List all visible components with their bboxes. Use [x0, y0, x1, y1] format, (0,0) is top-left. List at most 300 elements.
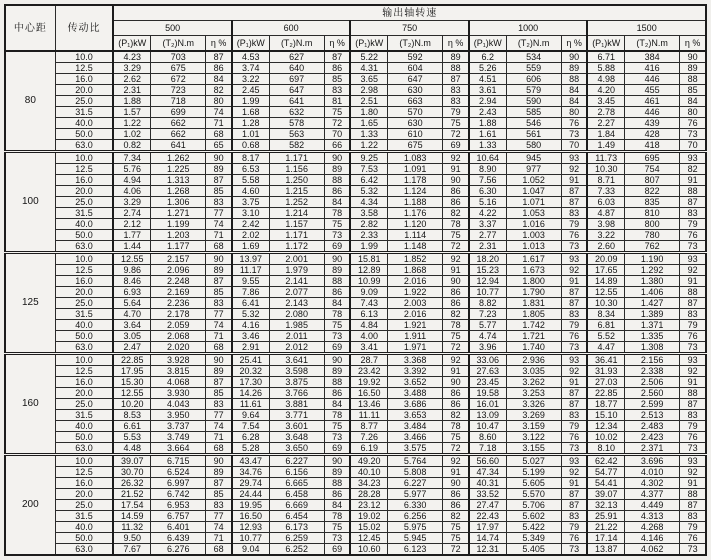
value-cell: 1.091	[388, 164, 443, 175]
table-row	[5, 489, 706, 500]
value-cell: 3.749	[151, 432, 206, 443]
value-cell: 40.10	[350, 467, 387, 478]
value-cell: 9.64	[232, 410, 269, 421]
value-cell: 23.42	[350, 366, 387, 377]
value-cell: 87	[561, 500, 587, 511]
value-cell: 71	[206, 331, 232, 342]
value-cell: 4.47	[587, 342, 624, 354]
value-cell: 6.276	[151, 544, 206, 556]
value-cell: 695	[625, 152, 680, 164]
value-cell: 90	[561, 51, 587, 63]
value-cell: 1.178	[388, 175, 443, 186]
value-cell: 7.56	[469, 175, 506, 186]
value-cell: 8.53	[113, 410, 150, 421]
value-cell: 9.25	[350, 152, 387, 164]
ratio-cell: 20.0	[55, 489, 113, 500]
value-cell: 69	[324, 443, 350, 455]
value-cell: 16.01	[469, 399, 506, 410]
subcolumn-header: η %	[561, 36, 587, 52]
value-cell: 75	[324, 522, 350, 533]
value-cell: 604	[388, 63, 443, 74]
value-cell: 610	[388, 129, 443, 140]
value-cell: 69	[443, 140, 469, 152]
value-cell: 2.82	[350, 219, 387, 230]
value-cell: 2.74	[113, 208, 150, 219]
value-cell: 20.09	[587, 253, 624, 265]
value-cell: 6.173	[269, 522, 324, 533]
value-cell: 1.003	[506, 230, 561, 241]
value-cell: 4.94	[113, 175, 150, 186]
value-cell: 6.93	[113, 287, 150, 298]
value-cell: 2.42	[232, 219, 269, 230]
value-cell: 2.43	[469, 107, 506, 118]
table-row	[5, 51, 706, 63]
ratio-cell: 12.5	[55, 164, 113, 175]
value-cell: 3.664	[151, 443, 206, 455]
value-cell: 461	[625, 96, 680, 107]
value-cell: 83	[206, 500, 232, 511]
value-cell: 1.979	[269, 265, 324, 276]
value-cell: 1.225	[151, 164, 206, 175]
value-cell: 1.120	[388, 219, 443, 230]
value-cell: 70	[561, 140, 587, 152]
ratio-cell: 50.0	[55, 533, 113, 544]
value-cell: 582	[269, 140, 324, 152]
value-cell: 570	[388, 107, 443, 118]
value-cell: 1.33	[350, 129, 387, 140]
value-cell: 4.062	[625, 544, 680, 556]
value-cell: 15.23	[469, 265, 506, 276]
value-cell: 662	[151, 129, 206, 140]
value-cell: 69	[324, 241, 350, 253]
value-cell: 82	[443, 511, 469, 522]
output-speed-header: 输出轴转速	[113, 5, 706, 21]
subcolumn-header: (T₂)N.m	[151, 36, 206, 52]
value-cell: 72	[443, 129, 469, 140]
value-cell: 5.22	[350, 51, 387, 63]
subcolumn-header: η %	[443, 36, 469, 52]
value-cell: 12.94	[469, 276, 506, 287]
value-cell: 662	[151, 118, 206, 129]
value-cell: 2.248	[151, 276, 206, 287]
value-cell: 5.53	[113, 432, 150, 443]
value-cell: 88	[680, 287, 706, 298]
value-cell: 807	[625, 175, 680, 186]
table-row	[5, 478, 706, 489]
value-cell: 2.02	[232, 230, 269, 241]
value-cell: 4.377	[625, 489, 680, 500]
table-row	[5, 432, 706, 443]
value-cell: 34.76	[232, 467, 269, 478]
value-cell: 75	[443, 331, 469, 342]
value-cell: 3.37	[469, 219, 506, 230]
value-cell: 6.123	[388, 544, 443, 556]
value-cell: 17.65	[587, 265, 624, 276]
value-cell: 73	[561, 342, 587, 354]
value-cell: 7.18	[469, 443, 506, 455]
value-cell: 76	[680, 230, 706, 241]
value-cell: 89	[206, 164, 232, 175]
value-cell: 8.71	[587, 175, 624, 186]
value-cell: 92	[680, 265, 706, 276]
value-cell: 82	[443, 410, 469, 421]
value-cell: 4.34	[350, 197, 387, 208]
value-cell: 49.20	[350, 455, 387, 467]
value-cell: 3.815	[151, 366, 206, 377]
value-cell: 2.94	[469, 96, 506, 107]
value-cell: 83	[206, 399, 232, 410]
value-cell: 0.82	[113, 140, 150, 152]
value-cell: 92	[561, 366, 587, 377]
value-cell: 6.03	[587, 197, 624, 208]
value-cell: 74	[206, 320, 232, 331]
value-cell: 5.199	[506, 467, 561, 478]
value-cell: 5.32	[232, 309, 269, 320]
value-cell: 89	[206, 366, 232, 377]
value-cell: 91	[561, 175, 587, 186]
value-cell: 3.41	[350, 342, 387, 354]
value-cell: 1.740	[506, 342, 561, 354]
value-cell: 78	[324, 511, 350, 522]
value-cell: 84	[206, 74, 232, 85]
value-cell: 3.648	[269, 432, 324, 443]
value-cell: 10.99	[350, 276, 387, 287]
value-cell: 3.686	[388, 399, 443, 410]
subcolumn-header: η %	[680, 36, 706, 52]
value-cell: 1.047	[506, 186, 561, 197]
subcolumn-header: (P₁)kW	[587, 36, 624, 52]
value-cell: 73	[680, 342, 706, 354]
value-cell: 384	[625, 51, 680, 63]
value-cell: 977	[506, 164, 561, 175]
value-cell: 86	[443, 489, 469, 500]
value-cell: 5.28	[232, 443, 269, 455]
value-cell: 70	[324, 129, 350, 140]
value-cell: 3.74	[232, 63, 269, 74]
value-cell: 3.326	[506, 399, 561, 410]
value-cell: 4.60	[232, 186, 269, 197]
value-cell: 8.10	[587, 443, 624, 455]
value-cell: 6.71	[587, 51, 624, 63]
value-cell: 2.31	[469, 241, 506, 253]
value-cell: 2.156	[625, 354, 680, 366]
value-cell: 88	[561, 74, 587, 85]
value-cell: 87	[680, 197, 706, 208]
value-cell: 76	[561, 432, 587, 443]
value-cell: 89	[561, 63, 587, 74]
value-cell: 72	[443, 342, 469, 354]
value-cell: 3.64	[113, 320, 150, 331]
value-cell: 7.26	[350, 432, 387, 443]
value-cell: 3.484	[388, 421, 443, 432]
value-cell: 1.921	[388, 320, 443, 331]
value-cell: 4.84	[350, 320, 387, 331]
ratio-cell: 16.0	[55, 276, 113, 287]
value-cell: 10.77	[232, 533, 269, 544]
value-cell: 4.48	[113, 443, 150, 455]
value-cell: 91	[680, 276, 706, 287]
subcolumn-header: (P₁)kW	[113, 36, 150, 52]
value-cell: 1.22	[113, 118, 150, 129]
value-cell: 4.70	[113, 309, 150, 320]
value-cell: 5.77	[469, 320, 506, 331]
value-cell: 3.46	[232, 331, 269, 342]
value-cell: 5.76	[113, 164, 150, 175]
center-distance-cell: 100	[5, 152, 55, 253]
value-cell: 2.020	[151, 342, 206, 354]
center-distance-cell: 125	[5, 253, 55, 354]
value-cell: 1.673	[506, 265, 561, 276]
value-cell: 77	[206, 410, 232, 421]
value-cell: 93	[680, 455, 706, 467]
value-cell: 1.01	[232, 129, 269, 140]
value-cell: 13.97	[232, 253, 269, 265]
value-cell: 79	[443, 107, 469, 118]
value-cell: 27.63	[469, 366, 506, 377]
value-cell: 2.51	[350, 96, 387, 107]
value-cell: 1.389	[625, 309, 680, 320]
value-cell: 72	[324, 118, 350, 129]
value-cell: 2.016	[388, 276, 443, 287]
value-cell: 4.449	[625, 500, 680, 511]
value-cell: 25.41	[232, 354, 269, 366]
value-cell: 91	[443, 467, 469, 478]
value-cell: 5.16	[469, 197, 506, 208]
value-cell: 10.02	[587, 432, 624, 443]
value-cell: 6.227	[388, 478, 443, 489]
value-cell: 84	[680, 96, 706, 107]
value-cell: 4.22	[469, 208, 506, 219]
value-cell: 86	[443, 388, 469, 399]
value-cell: 1.215	[269, 186, 324, 197]
value-cell: 2.371	[625, 443, 680, 455]
value-cell: 4.23	[113, 51, 150, 63]
value-cell: 88	[324, 377, 350, 388]
value-cell: 85	[680, 85, 706, 96]
value-cell: 75	[443, 533, 469, 544]
value-cell: 10.64	[469, 152, 506, 164]
value-cell: 3.98	[587, 219, 624, 230]
value-cell: 39.07	[113, 455, 150, 467]
value-cell: 90	[206, 455, 232, 467]
value-cell: 1.171	[269, 152, 324, 164]
value-cell: 3.155	[506, 443, 561, 455]
table-row	[5, 331, 706, 342]
value-cell: 88	[324, 175, 350, 186]
value-cell: 3.75	[232, 197, 269, 208]
subcolumn-header: (T₂)N.m	[269, 36, 324, 52]
value-cell: 1.406	[625, 287, 680, 298]
value-cell: 93	[561, 253, 587, 265]
value-cell: 4.51	[469, 74, 506, 85]
value-cell: 5.52	[587, 331, 624, 342]
value-cell: 1.177	[151, 241, 206, 253]
value-cell: 9.55	[232, 276, 269, 287]
speed-header: 500	[113, 21, 231, 36]
value-cell: 3.368	[388, 354, 443, 366]
subcolumn-header: (P₁)kW	[350, 36, 387, 52]
value-cell: 3.650	[269, 443, 324, 455]
value-cell: 1.157	[269, 219, 324, 230]
value-cell: 5.975	[388, 522, 443, 533]
value-cell: 84	[561, 96, 587, 107]
value-cell: 82	[443, 309, 469, 320]
value-cell: 703	[151, 51, 206, 63]
value-cell: 5.349	[506, 533, 561, 544]
value-cell: 1.49	[587, 140, 624, 152]
value-cell: 73	[561, 544, 587, 556]
value-cell: 87	[561, 399, 587, 410]
value-cell: 2.483	[625, 421, 680, 432]
value-cell: 2.016	[388, 309, 443, 320]
value-cell: 3.159	[506, 421, 561, 432]
subcolumn-header: η %	[206, 36, 232, 52]
table-row	[5, 175, 706, 186]
value-cell: 91	[680, 377, 706, 388]
value-cell: 87	[206, 478, 232, 489]
value-cell: 3.262	[506, 377, 561, 388]
value-cell: 73	[561, 129, 587, 140]
value-cell: 7.86	[232, 287, 269, 298]
ratio-cell: 10.0	[55, 51, 113, 63]
value-cell: 6.665	[269, 478, 324, 489]
table-row	[5, 320, 706, 331]
value-cell: 3.61	[469, 85, 506, 96]
value-cell: 561	[506, 129, 561, 140]
value-cell: 7.33	[587, 186, 624, 197]
value-cell: 718	[151, 96, 206, 107]
center-distance-cell: 200	[5, 455, 55, 556]
value-cell: 8.90	[469, 164, 506, 175]
value-cell: 87	[324, 51, 350, 63]
value-cell: 73	[680, 544, 706, 556]
table-header	[5, 5, 706, 51]
value-cell: 3.96	[469, 342, 506, 354]
value-cell: 418	[625, 140, 680, 152]
value-cell: 641	[151, 140, 206, 152]
value-cell: 3.10	[232, 208, 269, 219]
value-cell: 72	[443, 241, 469, 253]
table-row	[5, 455, 706, 467]
value-cell: 17.30	[232, 377, 269, 388]
value-cell: 3.653	[388, 410, 443, 421]
table-row	[5, 241, 706, 253]
value-cell: 86	[206, 63, 232, 74]
value-cell: 6.61	[113, 421, 150, 432]
value-cell: 1.44	[113, 241, 150, 253]
value-cell: 90	[443, 175, 469, 186]
value-cell: 88	[324, 478, 350, 489]
value-cell: 83	[680, 309, 706, 320]
value-cell: 86	[324, 287, 350, 298]
value-cell: 1.292	[625, 265, 680, 276]
table-row	[5, 276, 706, 287]
value-cell: 1.380	[625, 276, 680, 287]
value-cell: 10.77	[469, 287, 506, 298]
subcolumn-header: (T₂)N.m	[625, 36, 680, 52]
value-cell: 2.506	[625, 377, 680, 388]
value-cell: 25.91	[587, 511, 624, 522]
value-cell: 5.764	[388, 455, 443, 467]
value-cell: 563	[269, 129, 324, 140]
value-cell: 6.524	[151, 467, 206, 478]
value-cell: 7.34	[113, 152, 150, 164]
value-cell: 89	[324, 164, 350, 175]
value-cell: 92	[561, 265, 587, 276]
value-cell: 19.95	[232, 500, 269, 511]
value-cell: 4.313	[625, 511, 680, 522]
value-cell: 47.34	[469, 467, 506, 478]
value-cell: 7.43	[350, 298, 387, 309]
value-cell: 2.012	[269, 342, 324, 354]
ratio-cell: 20.0	[55, 186, 113, 197]
value-cell: 1.052	[506, 175, 561, 186]
value-cell: 90	[443, 478, 469, 489]
value-cell: 2.178	[151, 309, 206, 320]
table-row	[5, 298, 706, 309]
value-cell: 592	[388, 51, 443, 63]
value-cell: 74	[206, 107, 232, 118]
ratio-cell: 40.0	[55, 118, 113, 129]
ratio-cell: 63.0	[55, 443, 113, 455]
value-cell: 428	[625, 129, 680, 140]
value-cell: 28.7	[350, 354, 387, 366]
value-cell: 12.45	[350, 533, 387, 544]
value-cell: 3.696	[625, 455, 680, 467]
value-cell: 81	[324, 96, 350, 107]
value-cell: 1.306	[151, 197, 206, 208]
table-row	[5, 197, 706, 208]
ratio-header: 传动比	[55, 5, 113, 51]
value-cell: 2.236	[151, 298, 206, 309]
value-cell: 88	[680, 388, 706, 399]
value-cell: 578	[269, 118, 324, 129]
value-cell: 88	[680, 489, 706, 500]
gear-spec-table	[4, 4, 707, 556]
ratio-cell: 40.0	[55, 219, 113, 230]
value-cell: 83	[443, 96, 469, 107]
value-cell: 1.831	[506, 298, 561, 309]
value-cell: 31.93	[587, 366, 624, 377]
value-cell: 93	[561, 152, 587, 164]
value-cell: 1.203	[151, 230, 206, 241]
value-cell: 1.805	[506, 309, 561, 320]
value-cell: 34.23	[350, 478, 387, 489]
value-cell: 16.50	[350, 388, 387, 399]
value-cell: 675	[151, 63, 206, 74]
value-cell: 6.742	[151, 489, 206, 500]
value-cell: 87	[206, 276, 232, 287]
value-cell: 74	[206, 522, 232, 533]
value-cell: 78	[443, 219, 469, 230]
value-cell: 72	[443, 443, 469, 455]
table-row	[5, 511, 706, 522]
value-cell: 68	[206, 342, 232, 354]
value-cell: 2.78	[587, 107, 624, 118]
value-cell: 1.84	[587, 129, 624, 140]
table-row	[5, 467, 706, 478]
value-cell: 5.32	[350, 186, 387, 197]
value-cell: 87	[561, 298, 587, 309]
value-cell: 1.053	[506, 208, 561, 219]
value-cell: 6.953	[151, 500, 206, 511]
ratio-cell: 10.0	[55, 455, 113, 467]
value-cell: 3.466	[388, 432, 443, 443]
table-row	[5, 399, 706, 410]
value-cell: 4.268	[625, 522, 680, 533]
value-cell: 3.269	[506, 410, 561, 421]
value-cell: 1.171	[269, 230, 324, 241]
